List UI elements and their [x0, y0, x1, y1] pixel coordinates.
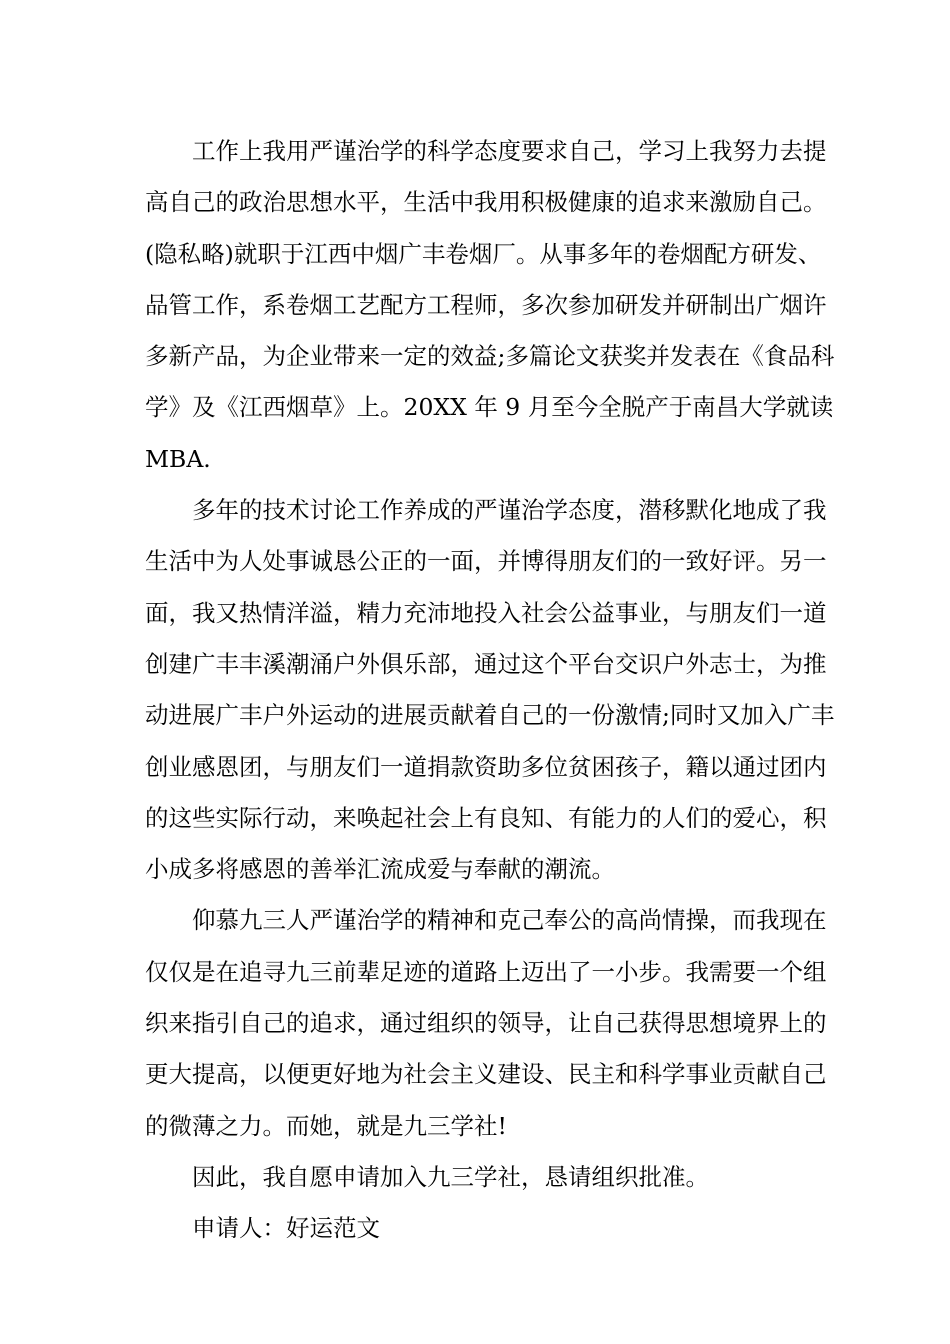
text-line: 多年的技术讨论工作养成的严谨治学态度，潜移默化地成了我	[192, 496, 827, 525]
applicant-signature: 申请人：好运范文	[192, 1214, 380, 1243]
text-line: 创业感恩团，与朋友们一道捐款资助多位贫困孩子，籍以通过团内	[145, 752, 827, 781]
text-line: 生活中为人处事诚恳公正的一面，并博得朋友们的一致好评。另一	[145, 547, 827, 576]
text-line: 织来指引自己的追求，通过组织的领导，让自己获得思想境界上的	[145, 1009, 827, 1038]
document-body	[145, 126, 835, 1255]
text-line: 更大提高，以便更好地为社会主义建设、民主和科学事业贡献自己	[145, 1060, 827, 1089]
text-line: 仰慕九三人严谨治学的精神和克己奉公的高尚情操，而我现在	[192, 906, 827, 935]
paragraph-signature	[145, 1203, 810, 1254]
text-line: MBA.	[145, 444, 211, 473]
text-line: 动进展广丰户外运动的进展贡献着自己的一份激情;同时又加入广丰	[145, 701, 835, 730]
text-line: 面，我又热情洋溢，精力充沛地投入社会公益事业，与朋友们一道	[145, 598, 827, 627]
paragraph-admiration	[145, 895, 827, 1151]
text-line: 因此，我自愿申请加入九三学社，恳请组织批准。	[192, 1162, 709, 1191]
text-line: 仅仅是在追寻九三前辈足迹的道路上迈出了一小步。我需要一个组	[145, 957, 827, 986]
text-line: 工作上我用严谨治学的科学态度要求自己，学习上我努力去提	[192, 137, 827, 165]
text-line: 高自己的政治思想水平，生活中我用积极健康的追求来激励自己。	[145, 188, 827, 217]
text-line: 多新产品，为企业带来一定的效益;多篇论文获奖并发表在《食品科	[145, 342, 835, 371]
text-line: 品管工作，系卷烟工艺配方工程师，多次参加研发并研制出广烟许	[145, 290, 827, 319]
text-line: 学》及《江西烟草》上。20XX 年 9 月至今全脱产于南昌大学就读	[145, 393, 834, 422]
text-line: 的微薄之力。而她，就是九三学社!	[145, 1111, 507, 1140]
paragraph-work-study	[145, 126, 835, 485]
text-line: 的这些实际行动，来唤起社会上有良知、有能力的人们的爱心，积	[145, 803, 827, 832]
text-line: 小成多将感恩的善举汇流成爱与奉献的潮流。	[145, 855, 615, 884]
paragraph-social-activities	[145, 485, 835, 895]
text-line: 创建广丰丰溪潮涌户外俱乐部，通过这个平台交识户外志士，为推	[145, 649, 827, 678]
text-line: (隐私略)就职于江西中烟广丰卷烟厂。从事多年的卷烟配方研发、	[145, 239, 822, 268]
paragraph-request	[145, 1152, 810, 1203]
